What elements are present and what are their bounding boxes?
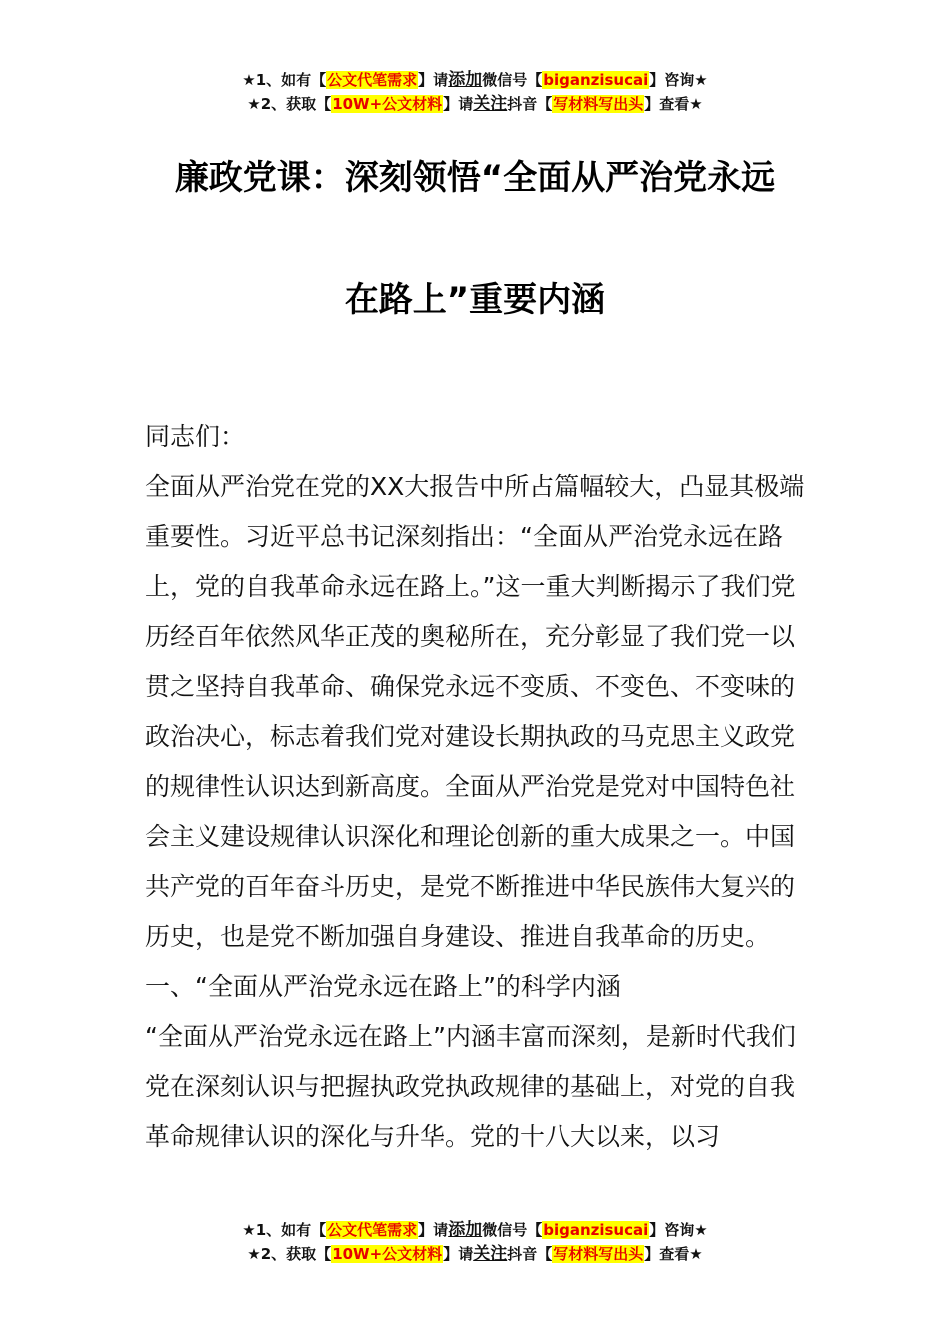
promo-emphasis: 关注	[473, 94, 508, 114]
promo-highlight: 10W+公文材料	[332, 95, 443, 113]
promo-line-1	[0, 1218, 950, 1242]
section-heading: 一、“全面从严治党永远在路上”的科学内涵	[145, 972, 621, 1001]
promo-text: ★2、获取【	[247, 95, 332, 113]
promo-text: 】请	[418, 71, 449, 89]
promo-wechat-id: biganzisucai	[543, 71, 649, 89]
promo-text: 】查看★	[644, 1245, 703, 1263]
promo-highlight: 公文代笔需求	[327, 1221, 418, 1239]
promo-text: 】请	[418, 1221, 449, 1239]
document-title-line-1: 廉政党课：深刻领悟“全面从严治党永远	[174, 158, 776, 198]
promo-text: ★1、如有【	[242, 71, 327, 89]
promo-text: 】请	[443, 95, 474, 113]
promo-text: 抖音【	[507, 1245, 553, 1263]
promo-text: 】请	[443, 1245, 474, 1263]
promo-line-1	[0, 68, 950, 92]
promo-text: ★1、如有【	[242, 1221, 327, 1239]
promo-emphasis: 添加	[448, 70, 483, 90]
promo-douyin-id: 写材料写出头	[553, 1245, 644, 1263]
promo-text: 】咨询★	[649, 1221, 708, 1239]
document-body	[145, 412, 810, 1162]
promo-emphasis: 关注	[473, 1244, 508, 1264]
paragraph-2: “全面从严治党永远在路上”内涵丰富而深刻，是新时代我们党在深刻认识与把握执政党执政规律的基础上，对党的自我革命规律认识的深化与升华。党的十八大以来，以习	[145, 1022, 796, 1151]
promo-line-2	[0, 92, 950, 116]
promo-text: 】查看★	[644, 95, 703, 113]
promo-douyin-id: 写材料写出头	[553, 95, 644, 113]
promo-text: ★2、获取【	[247, 1245, 332, 1263]
paragraph-1: 全面从严治党在党的XX大报告中所占篇幅较大，凸显其极端重要性。习近平总书记深刻指出：“全面从严治党永远在路上，党的自我革命永远在路上。”这一重大判断揭示了我们党历经百年依然风华正茂的奥秘所在，充分彰显了我们党一以贯之坚持自我革命、确保党永远不变质、不变色、不变味的政治决心，标志着我们党对建设长期执政的马克思主义政党的规律性认识达到新高度。全面从严治党是党对中国特色社会主义建设规律认识深化和理论创新的重大成果之一。中国共产党的百年奋斗历史，是党不断推进中华民族伟大复兴的历史，也是党不断加强自身建设、推进自我革命的历史。	[145, 472, 805, 951]
document-title-line-2: 在路上”重要内涵	[344, 280, 606, 320]
promo-highlight: 公文代笔需求	[327, 71, 418, 89]
promo-text: 抖音【	[507, 95, 553, 113]
footer-promo	[0, 1218, 950, 1266]
promo-text: 微信号【	[482, 1221, 543, 1239]
promo-line-2	[0, 1242, 950, 1266]
header-promo	[0, 68, 950, 116]
promo-text: 】咨询★	[649, 71, 708, 89]
promo-wechat-id: biganzisucai	[543, 1221, 649, 1239]
promo-text: 微信号【	[482, 71, 543, 89]
promo-highlight: 10W+公文材料	[332, 1245, 443, 1263]
greeting: 同志们：	[145, 422, 246, 451]
promo-emphasis: 添加	[448, 1220, 483, 1240]
